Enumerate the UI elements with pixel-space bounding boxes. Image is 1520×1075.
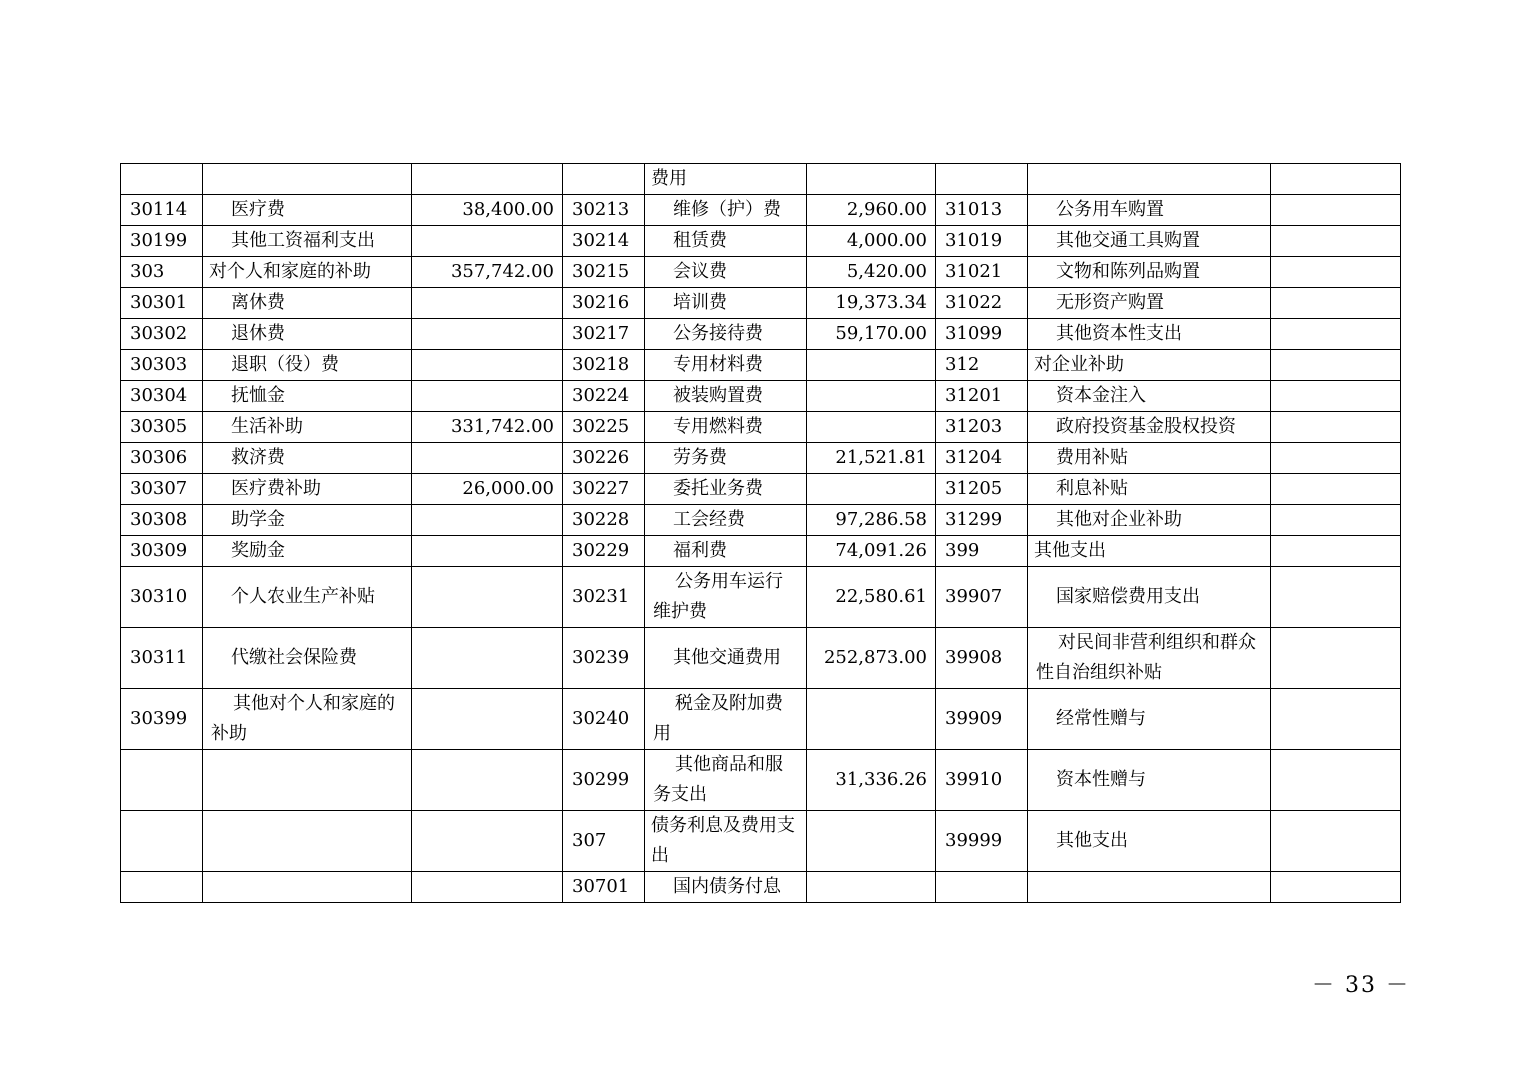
name-cell: 其他支出 [1028,811,1271,872]
code-cell: 31099 [936,319,1028,350]
amount-cell: 5,420.00 [807,257,936,288]
amount-cell [807,811,936,872]
name-cell: 公务接待费 [645,319,807,350]
code-cell [121,872,203,903]
name-cell: 奖励金 [203,536,412,567]
blank-cell [1271,226,1401,257]
amount-cell [412,443,563,474]
name-cell: 公务用车运行维护费 [645,567,807,628]
amount-cell [412,350,563,381]
blank-cell [1271,567,1401,628]
name-cell: 退职（役）费 [203,350,412,381]
name-cell: 文物和陈列品购置 [1028,257,1271,288]
code-cell: 30229 [563,536,645,567]
page-number: － 33 － [1312,973,1410,998]
code-cell: 30303 [121,350,203,381]
table-row [121,505,1401,536]
name-cell: 委托业务费 [645,474,807,505]
table-row [121,350,1401,381]
blank-cell [1271,689,1401,750]
amount-cell: 26,000.00 [412,474,563,505]
amount-cell: 2,960.00 [807,195,936,226]
code-cell: 30306 [121,443,203,474]
table-row [121,872,1401,903]
table-row [121,750,1401,811]
code-cell: 30301 [121,288,203,319]
code-cell: 30216 [563,288,645,319]
code-cell: 31201 [936,381,1028,412]
table-row [121,288,1401,319]
name-cell: 债务利息及费用支出 [645,811,807,872]
blank-cell [1271,505,1401,536]
name-cell: 专用燃料费 [645,412,807,443]
table-row [121,319,1401,350]
name-cell: 国内债务付息 [645,872,807,903]
code-cell: 30224 [563,381,645,412]
code-cell: 31299 [936,505,1028,536]
blank-cell [1271,474,1401,505]
code-cell: 31021 [936,257,1028,288]
amount-cell [412,381,563,412]
code-cell: 30299 [563,750,645,811]
code-cell: 31019 [936,226,1028,257]
code-cell: 30302 [121,319,203,350]
blank-cell [1271,350,1401,381]
code-cell: 39908 [936,628,1028,689]
name-cell: 资本金注入 [1028,381,1271,412]
name-cell: 会议费 [645,257,807,288]
name-cell: 其他交通费用 [645,628,807,689]
name-cell: 国家赔偿费用支出 [1028,567,1271,628]
name-cell: 资本性赠与 [1028,750,1271,811]
amount-cell: 357,742.00 [412,257,563,288]
table-row [121,443,1401,474]
name-cell [203,811,412,872]
amount-cell [807,474,936,505]
name-cell: 其他商品和服务支出 [645,750,807,811]
code-cell: 30308 [121,505,203,536]
name-cell: 其他工资福利支出 [203,226,412,257]
code-cell: 30309 [121,536,203,567]
code-cell: 30399 [121,689,203,750]
code-cell: 30225 [563,412,645,443]
table-row [121,381,1401,412]
amount-cell: 21,521.81 [807,443,936,474]
code-cell: 30213 [563,195,645,226]
code-cell: 30114 [121,195,203,226]
blank-cell [1271,288,1401,319]
name-cell: 培训费 [645,288,807,319]
blank-cell [1271,164,1401,195]
expenditure-table [120,163,1401,903]
name-cell: 费用 [645,164,807,195]
amount-cell [412,226,563,257]
amount-cell [412,689,563,750]
amount-cell: 19,373.34 [807,288,936,319]
table-row [121,195,1401,226]
code-cell: 30231 [563,567,645,628]
name-cell: 劳务费 [645,443,807,474]
code-cell: 31013 [936,195,1028,226]
amount-cell [807,872,936,903]
amount-cell: 252,873.00 [807,628,936,689]
blank-cell [1271,750,1401,811]
table-row [121,226,1401,257]
amount-cell [412,536,563,567]
code-cell: 307 [563,811,645,872]
code-cell: 30227 [563,474,645,505]
code-cell: 30199 [121,226,203,257]
blank-cell [1271,628,1401,689]
code-cell: 399 [936,536,1028,567]
amount-cell [412,750,563,811]
name-cell: 被装购置费 [645,381,807,412]
name-cell: 其他交通工具购置 [1028,226,1271,257]
name-cell: 医疗费补助 [203,474,412,505]
name-cell: 政府投资基金股权投资 [1028,412,1271,443]
amount-cell [807,412,936,443]
code-cell: 30228 [563,505,645,536]
amount-cell [807,381,936,412]
code-cell: 30226 [563,443,645,474]
code-cell [936,872,1028,903]
code-cell: 39909 [936,689,1028,750]
name-cell: 无形资产购置 [1028,288,1271,319]
name-cell: 生活补助 [203,412,412,443]
name-cell: 费用补贴 [1028,443,1271,474]
code-cell: 30217 [563,319,645,350]
name-cell: 个人农业生产补贴 [203,567,412,628]
code-cell: 30215 [563,257,645,288]
amount-cell: 31,336.26 [807,750,936,811]
name-cell: 利息补贴 [1028,474,1271,505]
amount-cell: 59,170.00 [807,319,936,350]
code-cell: 30304 [121,381,203,412]
name-cell: 救济费 [203,443,412,474]
name-cell: 助学金 [203,505,412,536]
table-row [121,811,1401,872]
amount-cell [412,288,563,319]
name-cell: 其他对个人和家庭的补助 [203,689,412,750]
name-cell: 经常性赠与 [1028,689,1271,750]
amount-cell [412,567,563,628]
code-cell: 39907 [936,567,1028,628]
blank-cell [1271,811,1401,872]
name-cell: 公务用车购置 [1028,195,1271,226]
code-cell [121,164,203,195]
name-cell: 其他支出 [1028,536,1271,567]
code-cell: 30239 [563,628,645,689]
name-cell: 税金及附加费用 [645,689,807,750]
amount-cell [412,628,563,689]
table-row [121,689,1401,750]
amount-cell: 4,000.00 [807,226,936,257]
code-cell: 31022 [936,288,1028,319]
code-cell [121,811,203,872]
name-cell: 其他资本性支出 [1028,319,1271,350]
name-cell: 其他对企业补助 [1028,505,1271,536]
table-row [121,474,1401,505]
name-cell: 专用材料费 [645,350,807,381]
blank-cell [1271,412,1401,443]
name-cell [1028,872,1271,903]
amount-cell: 331,742.00 [412,412,563,443]
name-cell: 代缴社会保险费 [203,628,412,689]
code-cell: 303 [121,257,203,288]
name-cell: 抚恤金 [203,381,412,412]
code-cell: 30218 [563,350,645,381]
code-cell: 39999 [936,811,1028,872]
code-cell: 31205 [936,474,1028,505]
blank-cell [1271,872,1401,903]
name-cell: 退休费 [203,319,412,350]
code-cell: 30240 [563,689,645,750]
code-cell: 30311 [121,628,203,689]
blank-cell [1271,319,1401,350]
blank-cell [1271,381,1401,412]
code-cell [121,750,203,811]
name-cell [203,164,412,195]
name-cell [203,872,412,903]
name-cell: 对民间非营利组织和群众性自治组织补贴 [1028,628,1271,689]
table-row [121,257,1401,288]
code-cell: 30305 [121,412,203,443]
amount-cell [412,505,563,536]
name-cell: 工会经费 [645,505,807,536]
name-cell: 医疗费 [203,195,412,226]
amount-cell: 38,400.00 [412,195,563,226]
blank-cell [1271,195,1401,226]
table-row [121,164,1401,195]
amount-cell [412,164,563,195]
amount-cell: 74,091.26 [807,536,936,567]
code-cell [563,164,645,195]
code-cell: 30307 [121,474,203,505]
code-cell: 30214 [563,226,645,257]
amount-cell: 97,286.58 [807,505,936,536]
code-cell: 31204 [936,443,1028,474]
table-row [121,628,1401,689]
name-cell: 福利费 [645,536,807,567]
name-cell [1028,164,1271,195]
code-cell [936,164,1028,195]
table-row [121,536,1401,567]
code-cell: 31203 [936,412,1028,443]
amount-cell [807,689,936,750]
amount-cell [412,872,563,903]
name-cell: 对企业补助 [1028,350,1271,381]
blank-cell [1271,536,1401,567]
name-cell: 租赁费 [645,226,807,257]
amount-cell [412,319,563,350]
name-cell: 对个人和家庭的补助 [203,257,412,288]
code-cell: 30310 [121,567,203,628]
code-cell: 30701 [563,872,645,903]
blank-cell [1271,257,1401,288]
amount-cell [807,350,936,381]
amount-cell [412,811,563,872]
table-row [121,567,1401,628]
table-row [121,412,1401,443]
name-cell: 离休费 [203,288,412,319]
amount-cell: 22,580.61 [807,567,936,628]
amount-cell [807,164,936,195]
code-cell: 312 [936,350,1028,381]
name-cell [203,750,412,811]
name-cell: 维修（护）费 [645,195,807,226]
blank-cell [1271,443,1401,474]
code-cell: 39910 [936,750,1028,811]
